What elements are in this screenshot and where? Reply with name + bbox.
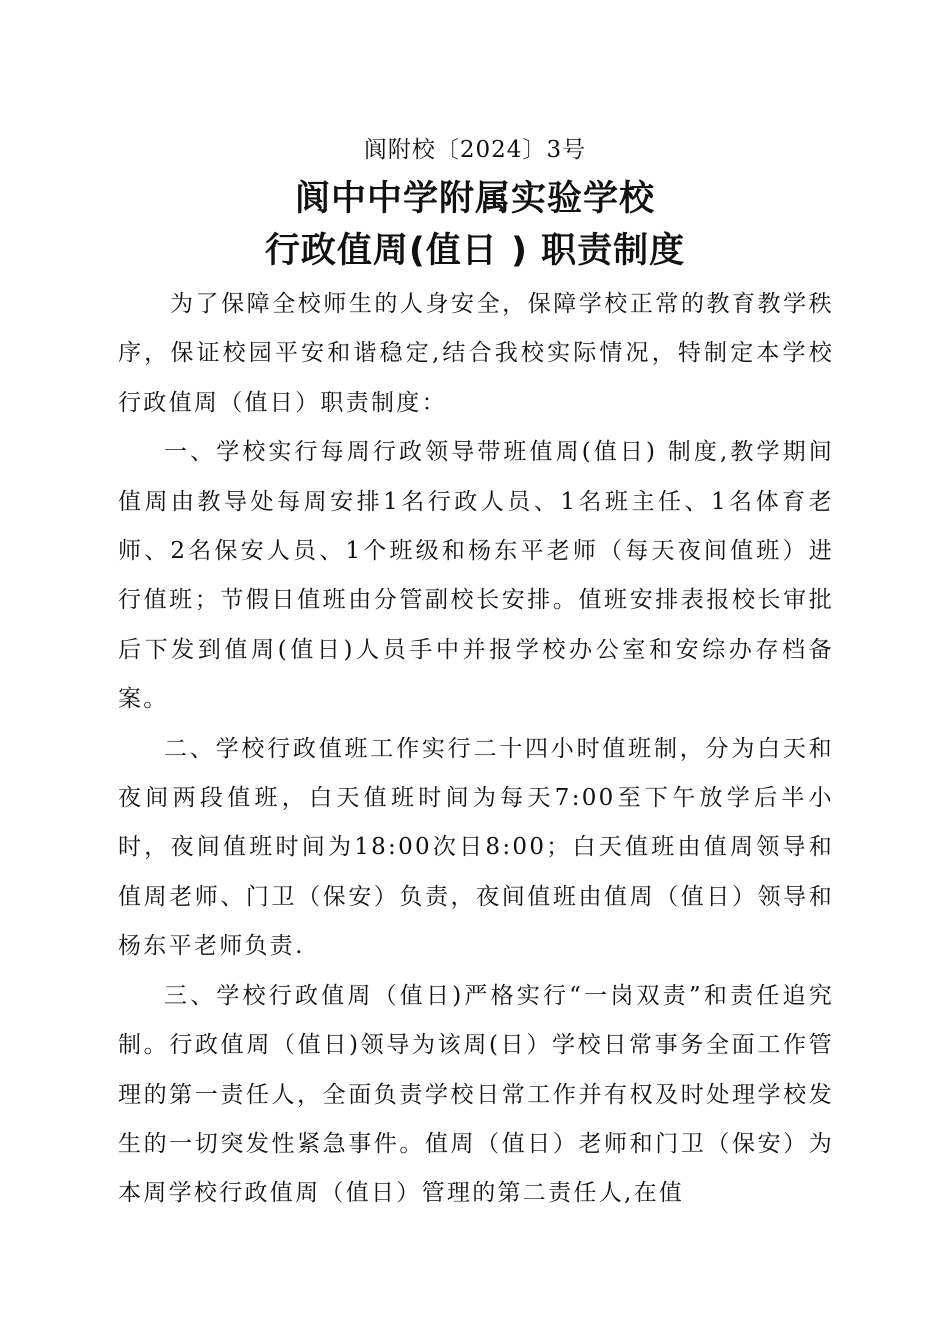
paragraph-clause-2: 二、学校行政值班工作实行二十四小时值班制，分为白天和夜间两段值班，白天值班时间为每天7:00至下午放学后半小时，夜间值班时间为18:00次日8:00；白天值班由值周领导和值周老师、门卫（保安）负责，夜间值班由值周（值日）领导和杨东平老师负责. xyxy=(118,735,834,960)
paragraph-intro: 为了保障全校师生的人身安全，保障学校正常的教育教学秩序，保证校园平安和谐稳定,结合我校实际情况，特制定本学校行政值周（值日）职责制度： xyxy=(118,291,834,416)
document-body xyxy=(118,280,834,1219)
document-number: 阆附校〔2024〕3号 xyxy=(363,137,587,163)
document-title-line-1: 阆中中学附属实验学校 xyxy=(294,179,655,219)
document-title-line-2: 行政值周(值日 ) 职责制度 xyxy=(264,231,686,271)
paragraph-clause-1: 一、学校实行每周行政领导带班值周(值日) 制度,教学期间值周由教导处每周安排1名行政人员、1名班主任、1名体育老师、2名保安人员、1个班级和杨东平老师（每天夜间值班）进行值班；节假日值班由分管副校长安排。值班安排表报校长审批后下发到值周(值日)人员手中并报学校办公室和安综办存档备案。 xyxy=(118,439,834,713)
paragraph-clause-3: 三、学校行政值周（值日)严格实行“一岗双责”和责任追究制。行政值周（值日)领导为该周(日）学校日常事务全面工作管理的第一责任人，全面负责学校日常工作并有权及时处理学校发生的一切突发性紧急事件。值周（值日）老师和门卫（保安）为本周学校行政值周（值日）管理的第二责任人,在值 xyxy=(118,982,834,1207)
